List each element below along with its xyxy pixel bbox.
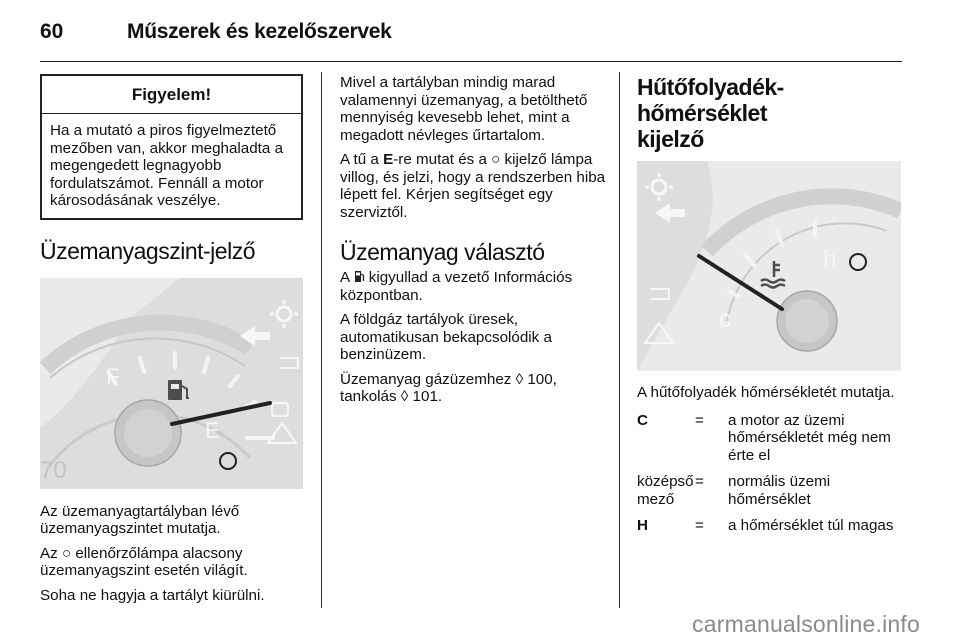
speed-70-mark: 70 (40, 456, 67, 484)
chapter-title: Műszerek és kezelőszervek (127, 20, 392, 43)
warning-body: Ha a mutató a piros figyelmeztető mezőben van, akkor meghaladta a megengedett legnagyobb fordulatszámot. Fennáll a motor károsodásának veszélye. (50, 122, 284, 209)
fuel-selector-icon (354, 270, 365, 283)
cross-ref-b: tankolás (340, 388, 401, 405)
coolant-cold-mark: c (719, 306, 731, 333)
column-2 (340, 74, 608, 406)
needle-e-text-a: A tű a (340, 151, 384, 168)
cng-empty-text: A földgáz tartályok üresek, automatikusan bekapcsolódik a benzinüzem. (340, 311, 552, 363)
definition-row (637, 508, 901, 535)
coolant-warning-lamp-icon (850, 254, 866, 270)
coolant-hot-mark: h (823, 246, 837, 273)
column-divider-1 (321, 72, 322, 608)
definition-key: C (637, 411, 648, 429)
column-1 (40, 74, 303, 604)
empty-key: E (383, 151, 394, 168)
coolant-temperature-icon (761, 261, 785, 288)
definition-row (637, 464, 901, 508)
definition-key: H (637, 517, 648, 534)
fuel-lamp-desc-pre: Az (40, 544, 62, 562)
needle-e-text (340, 151, 608, 221)
fuel-empty-warning: Soha ne hagyja a tartályt kiürülni. (40, 586, 265, 604)
warning-title: Figyelem! (42, 76, 301, 114)
needle-e-text-c: kijelző lámpa villog, és jelzi, hogy a rendszerben hiba lépett fel. Kérjen segítséget egy szerviztől. (340, 151, 606, 221)
page-header (40, 18, 902, 62)
tank-capacity-text: Mivel a tartályban mindig marad valamennyi üzemanyag, a betölthető mennyiség kevesebb lehet, mint a megadott névleges űrtartalom. (340, 74, 588, 144)
column-divider-2 (619, 72, 620, 608)
page-ref-101[interactable]: 101. (412, 388, 443, 405)
coolant-desc: A hűtőfolyadék hőmérsékletét mutatja. (637, 384, 895, 401)
definition-value: normális üzemi hőmérséklet (728, 473, 831, 508)
page-number: 60 (40, 20, 64, 43)
fuel-selector-text (340, 269, 608, 304)
watermark: carmanualsonline.info (692, 611, 920, 637)
page-ref-100[interactable]: 100, (527, 370, 557, 388)
indicator-lamp-icon: ○ (491, 151, 501, 168)
fuel-full-mark: F (106, 363, 120, 389)
definition-eq: = (695, 517, 704, 534)
definition-value: a hőmérséklet túl magas (728, 517, 894, 534)
page-ref-icon: ◊ (515, 370, 524, 388)
definition-eq: = (695, 411, 704, 429)
indicator-lamp-icon: ○ (61, 544, 72, 562)
cross-ref-text (340, 371, 608, 406)
fuel-gauge-heading: Üzemanyagszint-jelző (40, 237, 255, 264)
needle-e-text-b: -re mutat és a (393, 151, 492, 168)
definition-value: a motor az üzemi hőmérsékletét még nem érte el (728, 411, 891, 464)
fuel-empty-mark: E (205, 417, 220, 443)
fuel-lamp-desc (40, 545, 303, 580)
fuel-selector-text-a: A (340, 269, 354, 286)
coolant-gauge-figure (637, 161, 901, 371)
warning-box (40, 74, 303, 220)
cross-ref-a: Üzemanyag gázüzemhez (340, 370, 516, 388)
page-ref-icon: ◊ (400, 388, 409, 405)
coolant-definitions (637, 412, 901, 535)
fuel-selector-text-b: kigyullad a vezető Információs központban. (340, 269, 573, 304)
coolant-heading-line2: kijelző (637, 126, 704, 152)
definition-key: középső mező (637, 473, 694, 508)
definition-row (637, 412, 901, 465)
fuel-lamp-desc-post: ellenőrzőlámpa alacsony üzemanyagszint esetén világít. (40, 544, 248, 579)
fuel-selector-heading: Üzemanyag választó (340, 239, 545, 265)
coolant-heading (637, 74, 901, 152)
fuel-gauge-figure (40, 278, 303, 489)
fuel-gauge-desc: Az üzemanyagtartályban lévő üzemanyagszintet mutatja. (40, 502, 240, 537)
column-3 (637, 74, 901, 535)
definition-eq: = (695, 473, 704, 490)
coolant-heading-line1: Hűtőfolyadék-hőmérséklet (637, 74, 784, 126)
